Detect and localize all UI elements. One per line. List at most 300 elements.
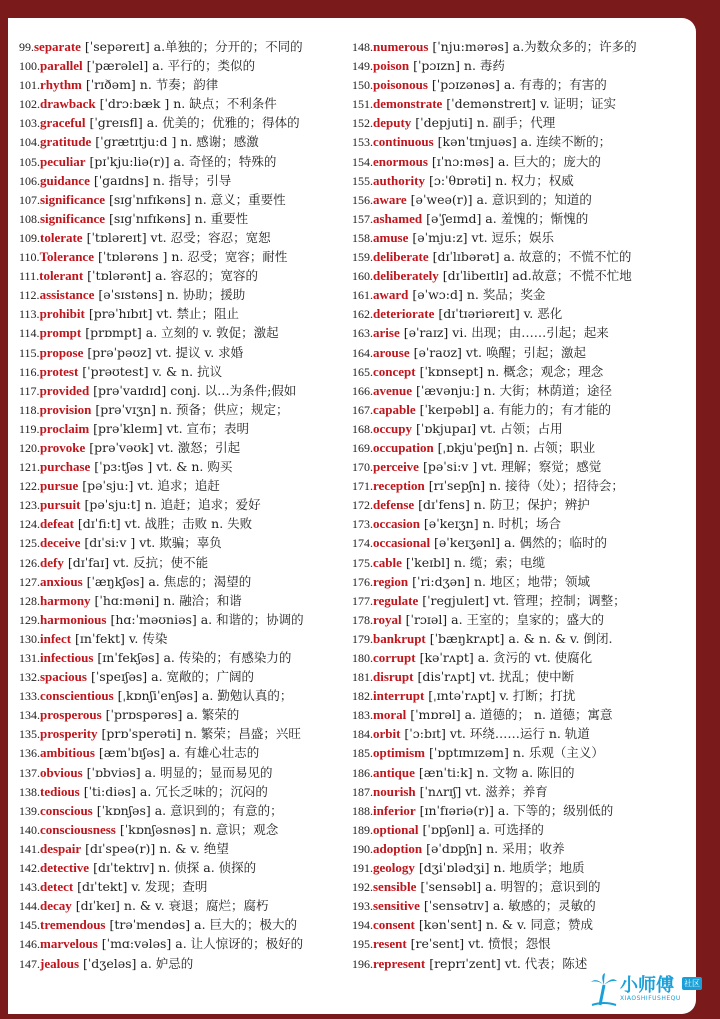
vocab-entry [352,591,692,610]
entry-word: tolerate [40,229,83,245]
entry-definition: [əˈraʊz] vt. 唤醒；引起；激起 [409,344,586,360]
entry-definition: [əˈraɪz] vi. 出现；由……引起；起来 [399,325,609,341]
entry-word: pursue [40,478,79,494]
entry-number: 189. [352,822,373,837]
entry-definition: [ˈæŋkʃəs] a. 焦虑的；渴望的 [82,573,252,589]
vocab-entry [352,839,692,858]
entry-definition: [dɪˈtɪəriəreɪt] v. 恶化 [434,306,563,322]
entry-number: 106. [19,173,40,188]
entry-number: 142. [19,861,40,876]
vocab-entry [19,743,347,762]
entry-word: enormous [373,153,428,169]
entry-definition: [ˈrɪðəm] n. 节奏；韵律 [81,77,219,93]
entry-word: prosperous [40,707,102,723]
entry-number: 192. [352,880,373,895]
entry-definition: [kəˈrʌpt] a. 贪污的 vt. 使腐化 [415,650,593,665]
entry-number: 119. [19,421,40,436]
entry-definition: [kənˈtɪnjuəs] a. 连续不断的； [433,134,612,150]
entry-word: protest [39,363,79,379]
entry-definition: [ˈsepəreɪt] a.单独的；分开的；不同的 [80,39,303,54]
vocab-entry [352,266,692,285]
entry-definition: [ˈnju:mərəs] a.为数众多的；许多的 [428,39,637,54]
entry-number: 174. [352,536,373,551]
entry-word: represent [373,955,426,971]
entry-definition: [ˈkeɪbl] n. 缆；索；电缆 [401,554,545,570]
entry-definition: [ˈti:diəs] a. 冗长乏味的；沉闷的 [79,783,268,799]
vocab-entry [19,323,347,342]
entry-number: 186. [352,765,373,780]
entry-word: consent [373,917,415,933]
entry-number: 101. [19,78,40,93]
vocab-entry [19,495,347,514]
entry-number: 194. [352,918,373,933]
entry-word: concept [373,363,416,379]
left-column [19,37,347,973]
entry-word: demonstrate [373,96,443,112]
entry-word: resent [373,936,407,952]
vocab-entry [352,75,692,94]
entry-definition: [ˈpɔɪzənəs] a. 有毒的；有害的 [427,77,607,93]
entry-word: aware [373,191,407,207]
entry-definition: [ˈmɑ:vələs] a. 让人惊讶的；极好的 [97,936,304,952]
entry-definition: [ænˈti:k] n. 文物 a. 陈旧的 [414,764,575,780]
entry-word: inferior [373,802,416,818]
entry-number: 178. [352,612,373,627]
vocab-entry [352,362,692,381]
entry-number: 131. [19,651,40,665]
entry-word: significance [40,210,105,226]
entry-word: capable [373,401,416,417]
vocab-entry [19,915,347,934]
vocab-entry [352,553,692,572]
entry-word: amuse [373,229,409,245]
vocab-entry [352,724,692,743]
vocab-entry [19,94,347,113]
entry-word: geology [373,860,415,876]
entry-word: obvious [40,764,83,780]
entry-word: defeat [40,516,74,532]
entry-number: 148. [352,40,373,54]
entry-definition: [ˈɔ:bɪt] vt. 环绕……运行 n. 轨道 [400,726,590,742]
entry-number: 109. [19,230,40,245]
vocab-entry [19,266,347,285]
entry-number: 166. [352,383,373,398]
entry-word: orbit [373,726,401,742]
vocab-entry [19,591,347,610]
vocab-entry [19,954,347,973]
entry-word: award [373,287,409,303]
vocab-entry [19,343,347,362]
vocab-entry [19,782,347,801]
entry-word: deteriorate [373,306,435,322]
entry-definition: [əˈkeɪʒənl] a. 偶然的；临时的 [430,535,607,551]
entry-number: 124. [19,517,40,532]
vocab-entry [352,572,692,591]
entry-definition: [ˌɒkjuˈpeɪʃn] n. 占领；职业 [433,439,596,455]
vocab-entry [352,610,692,629]
entry-definition: [dɪˈtekt] v. 发现；查明 [73,879,208,895]
entry-word: region [373,573,409,589]
entry-number: 104. [19,135,40,150]
entry-definition: [əˈsɪstəns] n. 协助；援助 [94,287,246,303]
entry-word: conscious [40,802,93,818]
entry-number: 154. [352,154,373,169]
entry-number: 185. [352,746,373,761]
entry-definition: [ˈdemənstreɪt] v. 证明；证实 [442,96,617,112]
entry-definition: [pɪˈkju:liə(r)] a. 奇怪的；特殊的 [85,153,277,169]
entry-word: infectious [40,650,94,665]
entry-definition: [ˈmɒrəl] a. 道德的； n. 道德；寓意 [406,707,613,723]
entry-definition: [rɪˈsepʃn] n. 接待（处）；招待会； [424,478,624,494]
vocab-entry [352,858,692,877]
vocab-entry [19,877,347,896]
entry-number: 157. [352,211,373,226]
vocab-entry [352,381,692,400]
entry-number: 144. [19,899,40,914]
entry-number: 155. [352,173,373,188]
entry-definition: [trəˈmendəs] a. 巨大的；极大的 [105,917,298,933]
vocab-entry [352,37,692,56]
entry-word: disrupt [373,669,414,685]
entry-word: cable [373,554,402,570]
entry-word: assistance [39,287,95,303]
vocab-entry [19,171,347,190]
entry-word: guidance [40,172,90,188]
entry-number: 129. [19,612,40,627]
entry-definition: [ˌɪntəˈrʌpt] v. 打断；打扰 [424,688,576,704]
entry-number: 170. [352,460,373,475]
entry-number: 125. [19,536,40,551]
entry-number: 118. [19,402,40,417]
vocab-entry [19,820,347,839]
entry-definition: [ˈpɔɪzn] n. 毒药 [409,58,505,74]
entry-definition: [ˈkɒnsept] n. 概念；观念；理念 [415,363,604,379]
entry-word: parallel [40,58,83,74]
entry-number: 147. [19,956,40,971]
entry-number: 115. [19,345,40,360]
vocab-entry [19,686,347,705]
entry-word: provision [39,401,92,417]
site-logo[interactable] [590,969,708,1009]
entry-definition: [prəˈpəʊz] vt. 提议 v. 求婚 [83,344,244,360]
vocab-entry [352,514,692,533]
entry-word: ambitious [40,745,95,761]
palm-tree-icon [590,973,618,1007]
vocab-entry [19,113,347,132]
vocab-entry [352,457,692,476]
entry-definition: [ˈhɑ:məni] n. 融洽；和谐 [90,592,242,608]
entry-number: 193. [352,899,373,914]
entry-number: 130. [19,631,40,646]
entry-definition: [dɪˈspeə(r)] n. & v. 绝望 [81,840,229,856]
entry-definition: [prəˈvɪʒn] n. 预备；供应；规定； [91,401,289,417]
vocab-entry [19,514,347,533]
vocab-entry [352,209,692,228]
entry-word: decay [40,898,72,914]
entry-number: 100. [19,59,40,74]
entry-definition: [ɪnˈfekʃəs] a. 传染的；有感染力的 [93,650,292,665]
vocab-entry [352,820,692,839]
entry-word: peculiar [40,153,86,169]
entry-definition: [ˈregjuleɪt] vt. 管理；控制；调整； [418,592,626,608]
entry-word: purchase [40,459,91,475]
vocab-entry [19,362,347,381]
entry-number: 138. [19,784,40,799]
entry-word: drawback [40,96,96,112]
entry-number: 162. [352,307,373,322]
entry-number: 99. [19,40,34,54]
entry-number: 117. [19,383,40,398]
entry-definition: [ɔ:ˈθɒrəti] n. 权力；权威 [425,172,574,188]
entry-definition: [pəˈsju:] vt. 追求；追赶 [78,478,220,494]
entry-definition: [əˈʃeɪmd] a. 羞愧的；惭愧的 [422,210,589,226]
entry-number: 139. [19,803,40,818]
entry-number: 161. [352,288,373,303]
entry-number: 146. [19,937,40,952]
entry-definition: [dɪˈlɪbərət] a. 故意的；不慌不忙的 [428,249,632,265]
entry-definition: [ˈdepjuti] n. 副手；代理 [411,115,556,131]
vocab-entry [19,934,347,953]
entry-number: 188. [352,803,373,818]
right-column [352,37,692,973]
vocab-entry [19,132,347,151]
entry-definition: [disˈrʌpt] vt. 扰乱；使中断 [413,669,575,685]
entry-definition: [əˈwɔ:d] n. 奖品；奖金 [408,287,546,303]
entry-word: regulate [373,592,419,608]
entry-word: pursuit [40,497,81,513]
entry-definition: [dɪˈfaɪ] vt. 反抗；使不能 [63,554,209,570]
entry-number: 168. [352,421,373,436]
entry-number: 167. [352,402,373,417]
entry-number: 111. [19,269,40,284]
vocab-entry [19,648,347,667]
entry-number: 126. [19,555,40,570]
entry-word: reception [373,478,425,494]
vocab-entry [19,285,347,304]
entry-word: marvelous [40,936,98,952]
entry-number: 171. [352,479,373,494]
vocab-entry [352,94,692,113]
entry-number: 110. [19,250,40,265]
entry-number: 140. [19,822,40,837]
vocab-entry [352,132,692,151]
entry-word: corrupt [373,650,416,665]
entry-number: 172. [352,498,373,513]
vocab-entry [352,743,692,762]
entry-word: infect [40,630,72,646]
vocab-entry [352,877,692,896]
vocab-entry [352,667,692,686]
entry-word: prompt [39,325,82,341]
entry-definition: [ˈtɒlərənt] a. 容忍的；宽容的 [83,268,259,284]
entry-word: conscientious [40,688,114,704]
entry-word: deliberate [373,249,429,265]
entry-number: 184. [352,727,373,742]
entry-definition: [ˈkɒnʃəsnəs] n. 意识；观念 [115,821,279,837]
entry-definition: [ˈævənju:] n. 大街；林荫道；途径 [412,382,613,398]
entry-definition: [prɒmpt] a. 立刻的 v. 敦促；激起 [81,325,279,341]
entry-word: royal [373,611,402,627]
vocab-entry [19,896,347,915]
entry-word: continuous [373,134,434,150]
entry-definition: [ˈpɜ:tʃəs ] vt. & n. 购买 [90,459,233,475]
vocab-entry [352,915,692,934]
vocab-entry [19,419,347,438]
entry-definition: [prəˈhɪbɪt] vt. 禁止；阻止 [84,306,239,322]
vocab-entry [19,209,347,228]
vocab-entry [352,896,692,915]
entry-number: 116. [19,364,40,379]
entry-number: 158. [352,230,373,245]
entry-word: spacious [40,669,87,685]
vocab-entry [352,801,692,820]
entry-number: 103. [19,116,40,131]
vocab-entry [19,152,347,171]
entry-word: poisonous [373,77,428,93]
entry-word: separate [34,39,81,54]
vocab-entry [19,56,347,75]
entry-word: deliberately [373,268,439,284]
entry-word: defy [40,554,64,570]
vocab-entry [19,247,347,266]
entry-number: 160. [352,269,373,284]
vocab-entry [352,285,692,304]
entry-word: optional [373,821,419,837]
entry-number: 180. [352,651,373,665]
vocab-entry [352,228,692,247]
entry-definition: [prəˈvəʊk] vt. 激怒；引起 [85,439,241,455]
vocab-entry [19,610,347,629]
entry-word: defense [373,497,415,513]
entry-word: rhythm [40,77,82,93]
entry-word: anxious [40,573,83,589]
entry-number: 108. [19,211,40,226]
entry-definition: [ˈɒbviəs] a. 明显的；显而易见的 [82,764,273,780]
vocab-entry [352,705,692,724]
entry-number: 176. [352,574,373,589]
entry-definition: [ˈsensəbl] a. 明智的；意识到的 [416,879,601,895]
vocab-entry [352,247,692,266]
entry-definition: [ˈgaɪdns] n. 指导；引导 [89,172,232,188]
vocabulary-page [8,18,696,1014]
entry-word: graceful [40,115,86,131]
vocab-entry [19,400,347,419]
entry-definition: [prəˈvaɪdɪd] conj. 以…为条件;假如 [89,382,297,398]
entry-definition: [ˈbæŋkrʌpt] a. & n. & v. 倒闭. [425,630,613,646]
entry-definition: [kənˈsent] n. & v. 同意；赞成 [414,917,594,933]
entry-definition: [dɪˈkeɪ] n. & v. 衰退；腐烂；腐朽 [71,898,269,914]
vocab-entry [19,533,347,552]
vocab-entry [352,323,692,342]
entry-word: occasional [373,535,431,551]
vocab-entry [352,56,692,75]
vocab-entry [19,724,347,743]
entry-number: 121. [19,460,40,475]
entry-word: sensitive [373,898,420,914]
entry-definition: [ˈkeɪpəbl] a. 有能力的；有才能的 [415,401,612,417]
entry-definition: [ˈgrætɪtju:d ] n. 感谢；感激 [91,134,259,150]
vocab-entry [19,858,347,877]
entry-number: 190. [352,841,373,856]
entry-definition: [dɪˈfens] n. 防卫；保护；辨护 [414,497,590,513]
entry-definition: [əˈkeɪʒn] n. 时机；场合 [419,516,562,532]
entry-definition: [əˈweə(r)] a. 意识到的；知道的 [406,191,592,207]
entry-definition: [reˈsent] vt. 愤恨；怨恨 [406,936,551,952]
vocab-entry [352,686,692,705]
entry-number: 136. [19,746,40,761]
vocab-entry [19,228,347,247]
vocab-entry [19,801,347,820]
entry-definition: [ˌkɒnʃiˈenʃəs] a. 勤勉认真的； [113,688,293,704]
entry-word: despair [40,840,82,856]
vocab-entry [352,495,692,514]
entry-word: prohibit [39,306,85,322]
entry-definition: [ˈspeɪʃəs] a. 宽敞的；广阔的 [86,669,255,685]
vocab-entry [352,782,692,801]
entry-word: tremendous [40,917,106,933]
entry-definition: [ˈrɔɪəl] a. 王室的；皇家的；盛大的 [401,611,605,627]
vocab-entry [19,763,347,782]
entry-word: moral [373,707,407,723]
entry-word: interrupt [373,688,425,704]
vocab-entry [352,113,692,132]
entry-word: optimism [373,745,425,761]
entry-word: significance [40,191,105,207]
entry-word: occasion [373,516,420,532]
entry-word: numerous [373,39,429,54]
entry-definition: [ˈɒpʃənl] a. 可选择的 [418,821,544,837]
entry-number: 151. [352,97,373,112]
vocab-entry [352,152,692,171]
entry-number: 133. [19,689,40,704]
vocab-entry [19,304,347,323]
entry-word: jealous [40,955,79,971]
entry-definition: [pəˈsju:t] n. 追赶；追求；爱好 [80,497,261,513]
entry-definition: [dɪˈsi:v ] vt. 欺骗；辜负 [80,535,222,551]
vocab-entry [19,75,347,94]
entry-number: 152. [352,116,373,131]
entry-word: provided [39,382,90,398]
entry-number: 114. [19,326,40,341]
entry-word: arouse [373,344,410,360]
entry-word: tedious [40,783,80,799]
vocab-entry [19,190,347,209]
entry-word: ashamed [373,210,423,226]
vocab-entry [352,533,692,552]
entry-number: 175. [352,555,373,570]
entry-number: 156. [352,192,373,207]
vocab-entry [352,476,692,495]
entry-number: 132. [19,670,40,685]
entry-definition: [dɪˈfi:t] vt. 战胜；击败 n. 失败 [73,516,253,532]
entry-definition: [sɪgˈnɪfɪkəns] n. 意义；重要性 [105,191,286,207]
entry-definition: [əˈmju:z] vt. 逗乐；娱乐 [408,229,555,245]
entry-number: 173. [352,517,373,532]
vocab-entry [352,304,692,323]
vocab-entry [352,629,692,648]
entry-number: 196. [352,956,373,971]
entry-word: deputy [373,115,412,131]
entry-word: sensible [373,879,417,895]
vocab-entry [19,476,347,495]
entry-word: propose [39,344,84,360]
vocab-entry [19,37,347,56]
entry-definition: [ˈdʒeləs] a. 妒忌的 [79,955,194,971]
entry-word: adoption [373,840,423,856]
entry-number: 149. [352,59,373,74]
entry-number: 112. [19,288,40,303]
vocab-entry [19,438,347,457]
